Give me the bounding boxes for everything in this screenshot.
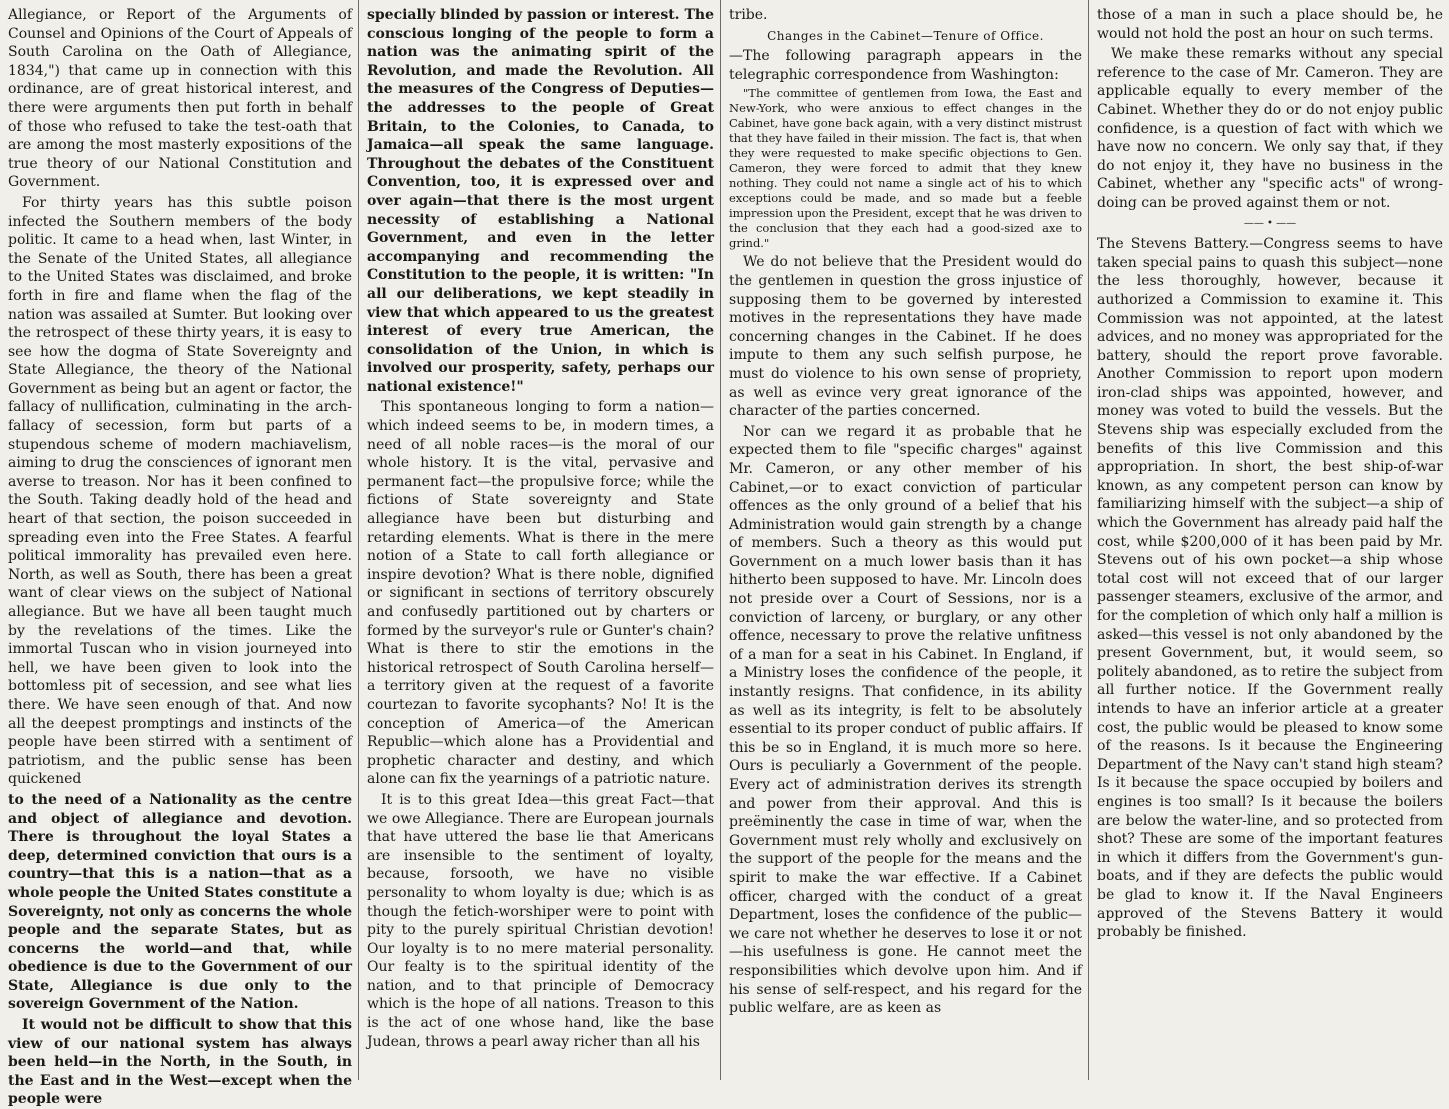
article-paragraph: This spontaneous longing to form a nation—which indeed seems to be, in modern times, a need of all noble races—is the moral of our whole history. It is the vital, pervasive and permanent fact—the propulsive force; while the fictions of State sovereignty and State allegiance have been but disturbing and retarding elements. What is there in the mere notion of a State to call forth allegiance or inspire devotion? What is there noble, dignified or significant in sections of territory obscurely and confusedly partitioned out by charters or formed by the surveyor's rule or Gunter's chain? What is there to stir the emotions in the historical retrospect of South Carolina herself—a territory given at the request of a favorite courtezan to favorite sycophants? No! It is the conception of America—of the American Republic—which alone has a Providential and prophetic character and destiny, and which alone can fix the yearnings of a patriotic nature. — [367, 399, 714, 788]
article-paragraph: Nor can we regard it as probable that he expected them to file "specific charges" against Mr. Cameron, or any other member of his Cabinet,—or to exact conviction of particular offences as the only ground of a belief that his Administration would gain strength by a change of members. Such a theory as this would put Government on a much lower basis than it has hitherto been supposed to have. Mr. Lincoln does not preside over a Court of Sessions, nor is a conviction of larceny, or burglary, or any other offence, necessary to prove the relative unfitness of a man for a seat in his Cabinet. In England, if a Ministry loses the confidence of the people, it instantly resigns. That confidence, in its ability as well as its integrity, is felt to be absolutely essential to its proper conduct of public affairs. If this be so in England, it is much more so here. Ours is peculiarly a Government of the people. Every act of administration derives its strength and power from their approval. And this is preëminently the case in time of war, when the Government must rely wholly and exclusively on the support of the people for the means and the spirit to make the war effective. If a Cabinet officer, charged with the conduct of a great Department, loses the confidence of the public—we care not whether he deserves to lose it or not—his usefulness is gone. He cannot meet the responsibilities which devolve upon him. And if his sense of self-respect, and his regard for the public welfare, are as keen as — [729, 423, 1082, 1017]
section-separator: —— • —— — [1243, 217, 1297, 229]
article-paragraph: those of a man in such a place should be, he would not hold the post an hour on such terms. — [1097, 7, 1443, 42]
article-paragraph: We make these remarks without any special reference to the case of Mr. Cameron. They are applicable equally to every member of the Cabinet. Whether they do or do not enjoy public confidence, is a question of fact with which we have now no concern. We only say that, if they do not enjoy it, they have no business in the Cabinet, whether any "specific acts" of wrong-doing can be proved against them or not. — [1097, 46, 1443, 211]
article-paragraph: to the need of a Nationality as the centre and object of allegiance and devotion. There is throughout the loyal States a deep, determined conviction that ours is a country—that this is a nation—that as a whole people the United States constitute a Sovereignty, not only as concerns the whole people and the separate States, but as concerns the world—and that, while obedience is due to the Government of our State, Allegiance is due only to the sovereign Government of the Nation. — [8, 791, 352, 1013]
column-4 — [1089, 0, 1449, 1080]
article-paragraph: For thirty years has this subtle poison infected the Southern members of the body politic. It came to a head when, last Winter, in the Senate of the United States, all allegiance to the United States was disclaimed, and broke forth in fire and flame when the flag of the nation was assailed at Sumter. But looking over the retrospect of these thirty years, it is easy to see how the dogma of State Sovereignty and State Allegiance, the theory of the National Government as being but an agent or factor, the fallacy of nullification, culminating in the arch-fallacy of secession, form but parts of a stupendous scheme of modern machiavelism, aiming to drug the consciences of ignorant men averse to treason. Nor has it been confined to the South. Taking deadly hold of the head and heart of that section, the poison succeeded in spreading even into the Free States. A fearful political immorality has prevailed even here. North, as well as South, there has been a great want of clear views on the subject of National allegiance. But we have all been taught much by the revelations of the times. Like the immortal Tuscan who in vision journeyed into hell, we have been given to look into the bottomless pit of secession, and see what lies there. We have seen enough of that. And now all the deepest promptings and instincts of the people have been stirred with a sentiment of patriotism, and the public sense has been quickened — [8, 194, 352, 788]
column-2 — [359, 0, 720, 1080]
article-paragraph: Allegiance, or Report of the Arguments of Counsel and Opinions of the Court of Appeals of South Carolina on the Oath of Allegiance, 1834,") that came up in connection with this ordinance, are of great historical interest, and there were arguments then put forth in behalf of those who refused to take the test-oath that are among the most masterly expositions of the true theory of our National Constitution and Government. — [8, 7, 352, 191]
column-1 — [0, 0, 358, 1108]
article-paragraph: We do not believe that the President would do the gentlemen in question the gross injustice of supposing them to be governed by interested motives in the representations they have made concerning changes in the Cabinet. If he does impute to them any such selfish purpose, he must do violence to his own sense of propriety, as well as evince very great ignorance of the character of the parties concerned. — [729, 254, 1082, 420]
section-heading: Changes in the Cabinet—Tenure of Office. — [767, 28, 1044, 43]
article-paragraph: specially blinded by passion or interest. The conscious longing of the people to form a nation was the animating spirit of the Revolution, and made the Revolution. All the measures of the Congress of Deputies—the addresses to the people of Great Britain, to the Colonies, to Canada, to Jamaica—all speak the same language. Throughout the debates of the Constituent Convention, too, it is expressed over and over again—that there is the most urgent necessity of establishing a National Government, and even in the letter accompanying and recommending the Constitution to the people, it is written: "In all our deliberations, we kept steadily in view that which appeared to us the greatest interest of every true American, the consolidation of the Union, in which is involved our prosperity, safety, perhaps our national existence!" — [367, 7, 714, 395]
quoted-paragraph: "The committee of gentlemen from Iowa, the East and New-York, who were anxious to effect changes in the Cabinet, have gone back again, with a very distinct mistrust that they have failed in their mission. The fact is, that when they were requested to make specific objections to Gen. Cameron, they were forced to admit that they knew nothing. They could not name a single act of his to which exceptions could be made, and so made but a feeble impression upon the President, except that he was driven to the conclusion that they each had a good-sized axe to grind." — [729, 86, 1082, 251]
article-paragraph: It is to this great Idea—this great Fact—that we owe Allegiance. There are European journals that have uttered the base lie that Americans are insensible to the sentiment of loyalty, because, forsooth, we have no visible personality to whom loyalty is due; which is as though the fetich-worshiper were to point with pity to the purely spiritual Christian devotion! Our loyalty is to no mere material personality. Our fealty is to the spiritual identity of the nation, and to that principle of Democracy which is the hope of all nations. Treason to this is the act of one whose hand, like the base Judean, throws a pearl away richer than all his — [367, 791, 714, 1050]
article-paragraph: It would not be difficult to show that this view of our national system has always been held—in the North, in the South, in the East and in the West—except when the people were — [8, 1017, 352, 1108]
article-paragraph: —The following paragraph appears in the telegraphic correspondence from Washington: — [729, 48, 1082, 83]
article-paragraph: The Stevens Battery.—Congress seems to have taken special pains to quash this subject—none the less thoroughly, however, because it authorized a Commission to examine it. This Commission was not appointed, at the latest advices, and no money was appropriated for the battery, should the report prove favorable. Another Commission to report upon modern iron-clad ships was appointed, however, and money was voted to build the vessels. But the Stevens ship was especially excluded from the benefits of this live Commission and this appropriation. In short, the best ship-of-war known, as any competent person can know by familiarizing himself with the subject—a ship of which the Government has already paid half the cost, while $200,000 of it has been paid by Mr. Stevens out of his own pocket—a ship whose total cost will not exceed that of our larger passenger steamers, exclusive of the armor, and for the completion of which only half a million is asked—this vessel is not only abandoned by the present Government, but, it would seem, so politely abandoned, as to retire the subject from all further notice. If the Government really intends to have an inferior article at a greater cost, the public would be pleased to know some of the reasons. Is it because the Engineering Department of the Navy can't stand high steam? Is it because the space occupied by boilers and engines is too small? Is it because the boilers are below the water-line, and so protected from shot? These are some of the important features in which it differs from the Government's gun-boats, and if they are defects the public would be glad to know it. If the Naval Engineers approved of the Stevens Battery it would probably be finished. — [1097, 236, 1443, 941]
article-paragraph: tribe. — [729, 7, 768, 23]
column-3 — [721, 0, 1088, 1080]
